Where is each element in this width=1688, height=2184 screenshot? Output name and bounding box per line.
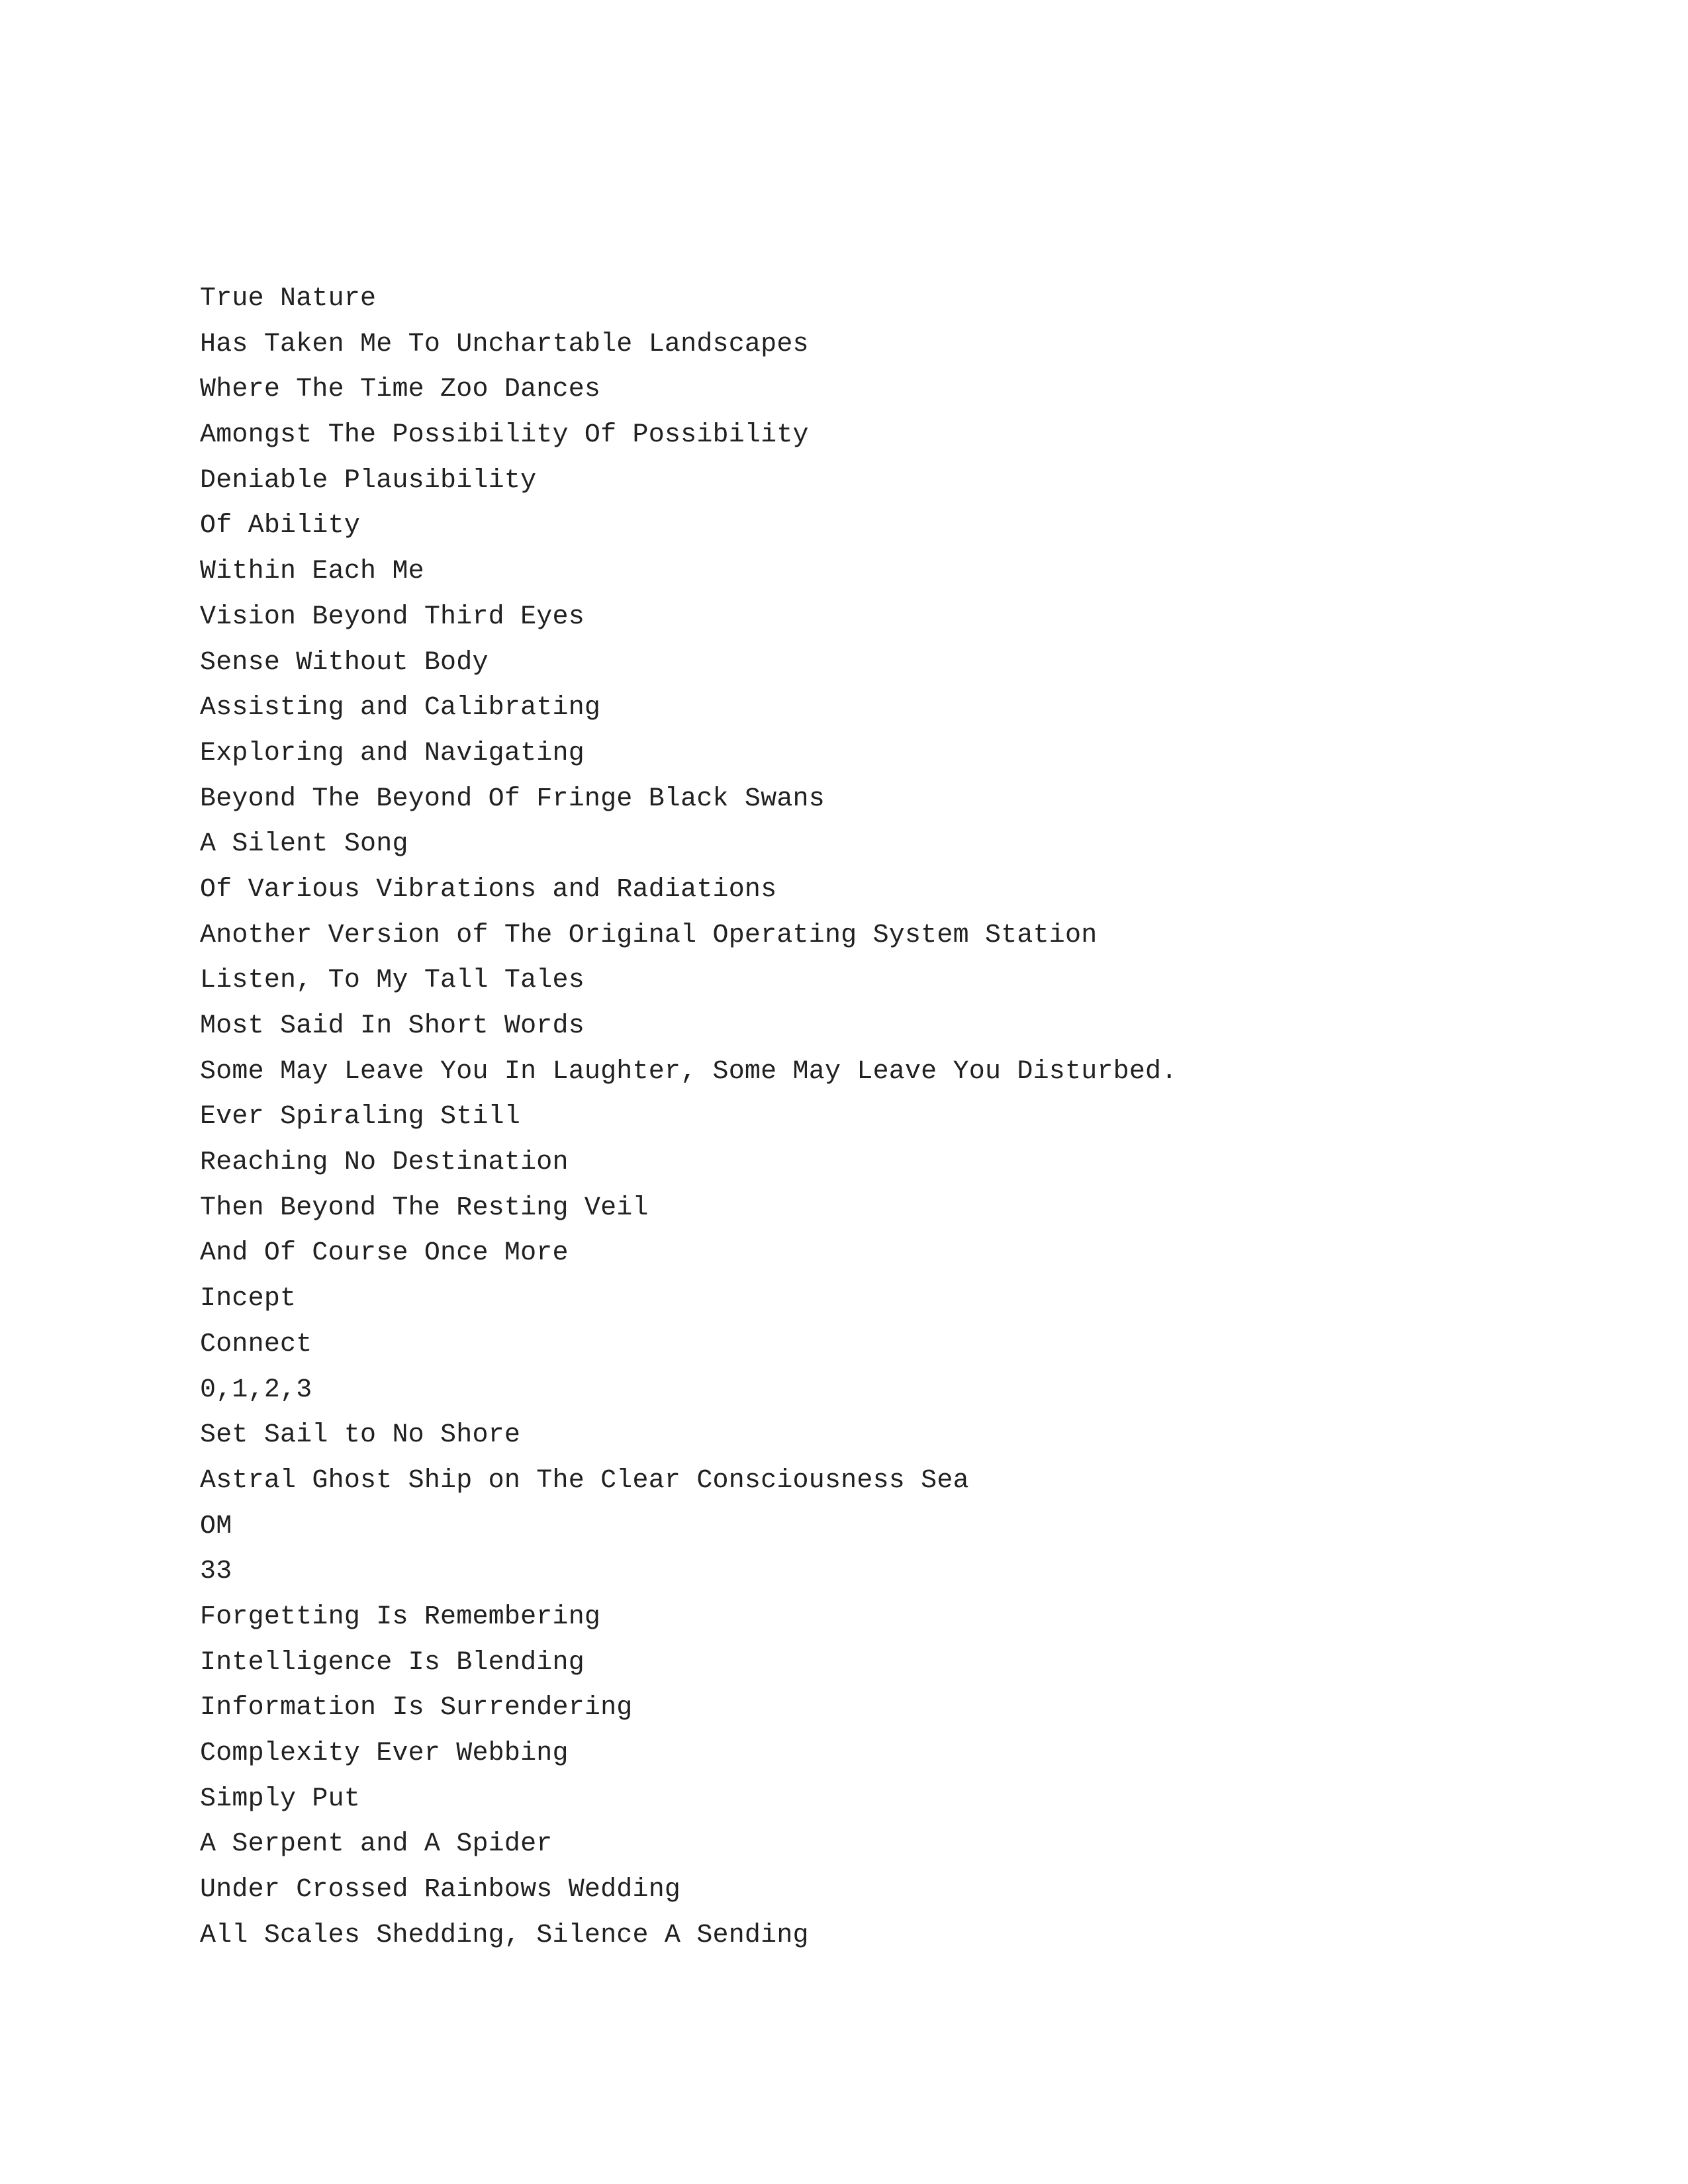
poem-line: Of Ability	[200, 511, 361, 541]
poem-line: A Silent Song	[200, 829, 408, 860]
poem-line: Where The Time Zoo Dances	[200, 375, 601, 405]
poem-line: Beyond The Beyond Of Fringe Black Swans	[200, 784, 825, 814]
poem-line: Of Various Vibrations and Radiations	[200, 874, 777, 905]
poem-line: All Scales Shedding, Silence A Sending	[200, 1920, 809, 1950]
poem-line: Information Is Surrendering	[200, 1693, 633, 1723]
poem-line: Most Said In Short Words	[200, 1011, 585, 1041]
poem-line: Vision Beyond Third Eyes	[200, 602, 585, 632]
poem-line: Under Crossed Rainbows Wedding	[200, 1875, 681, 1905]
poem-line: Amongst The Possibility Of Possibility	[200, 420, 809, 451]
poem-line: Intelligence Is Blending	[200, 1647, 585, 1678]
poem-line: OM	[200, 1511, 232, 1541]
poem-line: Complexity Ever Webbing	[200, 1739, 569, 1768]
poem-line: Then Beyond The Resting Veil	[200, 1193, 649, 1223]
poem-line: Some May Leave You In Laughter, Some May Leave You Disturbed.	[200, 1056, 1178, 1087]
poem-line: Ever Spiraling Still	[200, 1102, 521, 1132]
poem-line: A Serpent and A Spider	[200, 1829, 553, 1860]
poem-line: Deniable Plausibility	[200, 465, 537, 496]
poem-line: Incept	[200, 1284, 297, 1314]
poem-line: Another Version of The Original Operating System Station	[200, 920, 1098, 950]
poem-line: 0,1,2,3	[200, 1375, 312, 1405]
poem-line: Simply Put	[200, 1784, 361, 1814]
poem-line: Has Taken Me To Unchartable Landscapes	[200, 329, 809, 359]
poem-line: And Of Course Once More	[200, 1238, 569, 1269]
poem-line: Within Each Me	[200, 557, 424, 587]
poem-line: Set Sail to No Shore	[200, 1420, 521, 1451]
poem-line: Forgetting Is Remembering	[200, 1602, 601, 1632]
poem-line: Reaching No Destination	[200, 1148, 569, 1178]
poem-line: Assisting and Calibrating	[200, 693, 601, 723]
poem-line: Connect	[200, 1329, 312, 1359]
poem-line: Listen, To My Tall Tales	[200, 966, 585, 996]
poem-text	[200, 277, 1177, 1958]
poem-line: True Nature	[200, 284, 377, 314]
poem-line: Astral Ghost Ship on The Clear Consciousness Sea	[200, 1465, 969, 1496]
poem-line: 33	[200, 1557, 232, 1587]
poem-line: Exploring and Navigating	[200, 738, 585, 768]
poem-line: Sense Without Body	[200, 647, 489, 678]
